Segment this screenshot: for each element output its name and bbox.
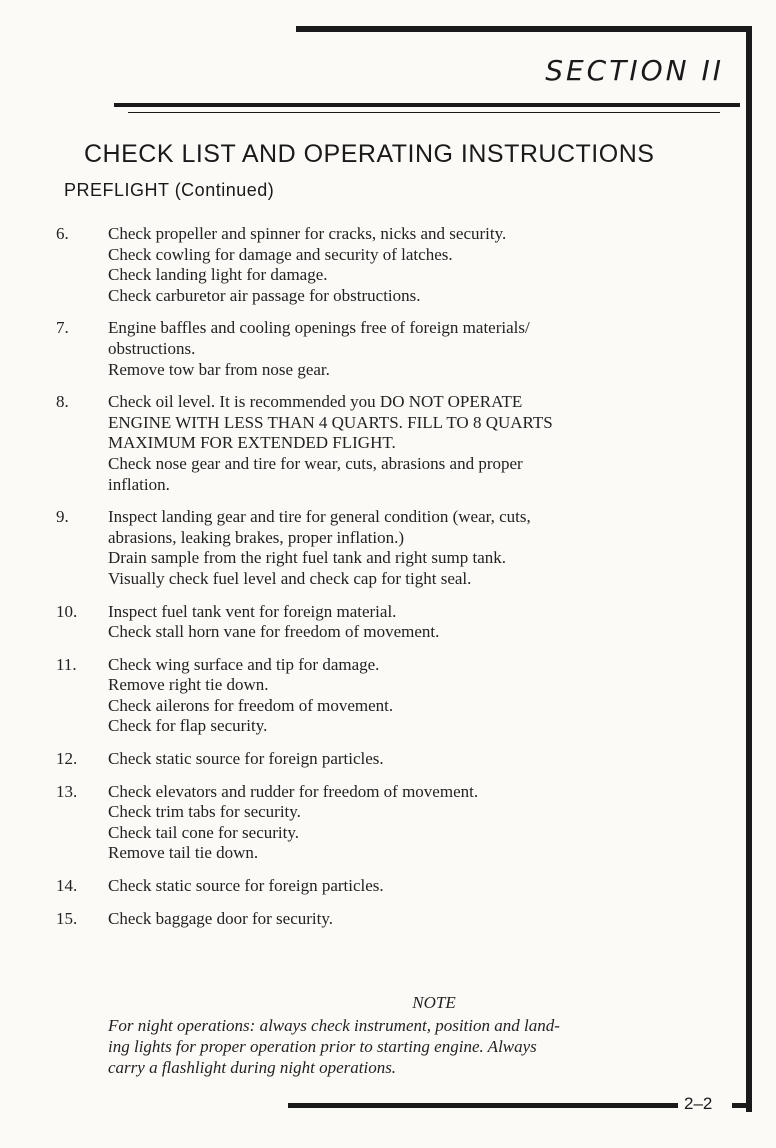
item-number: 11.: [56, 654, 77, 674]
item-line: Check propeller and spinner for cracks, nicks and security.: [108, 224, 507, 243]
item-line: Inspect fuel tank vent for foreign material.: [108, 601, 397, 621]
item-line: Check nose gear and tire for wear, cuts, abrasions and proper: [108, 453, 523, 473]
item-text: [108, 655, 736, 737]
bottom-border-bar: [288, 1103, 678, 1108]
item-number: 14.: [56, 876, 78, 896]
item-line: Check static source for foreign particles.: [108, 749, 384, 769]
item-number: 10.: [56, 601, 78, 621]
item-number: 6.: [56, 224, 69, 243]
item-line: Remove tow bar from nose gear.: [108, 359, 330, 379]
header-rule: [114, 103, 740, 113]
item-line: MAXIMUM FOR EXTENDED FLIGHT.: [108, 433, 396, 453]
item-line: Remove right tie down.: [108, 675, 269, 695]
checklist: [56, 224, 736, 941]
item-line: Inspect landing gear and tire for general condition (wear, cuts,: [108, 507, 531, 527]
item-line: Check tail cone for security.: [108, 822, 300, 842]
checklist-item: [56, 507, 736, 589]
item-line: Check ailerons for freedom of movement.: [108, 695, 394, 715]
page-title: CHECK LIST AND OPERATING INSTRUCTIONS: [84, 140, 655, 168]
item-line: abrasions, leaking brakes, proper inflation.): [108, 527, 404, 547]
item-line: Check static source for foreign particles.: [108, 876, 384, 896]
bottom-border-tail: [732, 1103, 752, 1108]
section-label: SECTION II: [545, 54, 724, 87]
item-line: ENGINE WITH LESS THAN 4 QUARTS. FILL TO 8 QUARTS: [108, 412, 553, 432]
item-line: Visually check fuel level and check cap for tight seal.: [108, 568, 472, 588]
right-border-bar: [746, 26, 752, 1112]
item-text: [108, 224, 736, 306]
page-subtitle: PREFLIGHT (Continued): [64, 180, 275, 200]
item-text: [108, 782, 736, 864]
item-line: obstructions.: [108, 338, 196, 358]
checklist-item: [56, 602, 736, 643]
note-block: [108, 992, 730, 1078]
item-line: Engine baffles and cooling openings free of foreign materials/: [108, 318, 530, 338]
item-number: 12.: [56, 749, 78, 769]
note-text: [108, 1015, 730, 1078]
note-line: For night operations: always check instrument, position and land-: [108, 1016, 560, 1035]
item-number: 9.: [56, 507, 69, 527]
top-border-bar: [296, 26, 752, 32]
checklist-item: [56, 318, 736, 380]
checklist-item: [56, 749, 736, 770]
item-text: [108, 602, 736, 643]
item-text: [108, 507, 736, 589]
item-text: [108, 749, 736, 770]
item-line: Check elevators and rudder for freedom of movement.: [108, 781, 479, 801]
item-line: Check cowling for damage and security of latches.: [108, 244, 453, 264]
item-line: Check carburetor air passage for obstructions.: [108, 285, 421, 305]
item-text: [108, 392, 736, 495]
item-line: Check baggage door for security.: [108, 908, 334, 928]
checklist-item: [56, 876, 736, 897]
item-line: Drain sample from the right fuel tank and right sump tank.: [108, 548, 506, 568]
item-text: [108, 909, 736, 930]
item-line: Check oil level. It is recommended you DO NOT OPERATE: [108, 392, 523, 412]
item-line: Check wing surface and tip for damage.: [108, 654, 380, 674]
item-text: [108, 318, 736, 380]
item-line: Remove tail tie down.: [108, 843, 259, 863]
item-number: 8.: [56, 392, 69, 412]
checklist-item: [56, 224, 736, 306]
checklist-item: [56, 655, 736, 737]
note-line: carry a flashlight during night operations.: [108, 1058, 397, 1077]
note-line: ing lights for proper operation prior to starting engine. Always: [108, 1037, 537, 1056]
checklist-item: [56, 782, 736, 864]
item-number: 15.: [56, 908, 78, 928]
page-number: 2–2: [684, 1094, 713, 1113]
checklist-item: [56, 909, 736, 930]
item-line: Check stall horn vane for freedom of movement.: [108, 622, 440, 642]
item-text: [108, 876, 736, 897]
checklist-item: [56, 392, 736, 495]
item-line: Check landing light for damage.: [108, 265, 328, 285]
item-number: 7.: [56, 318, 69, 338]
item-line: inflation.: [108, 474, 170, 494]
note-title: NOTE: [412, 993, 456, 1012]
item-number: 13.: [56, 781, 78, 801]
item-line: Check for flap security.: [108, 716, 268, 736]
item-line: Check trim tabs for security.: [108, 802, 301, 822]
